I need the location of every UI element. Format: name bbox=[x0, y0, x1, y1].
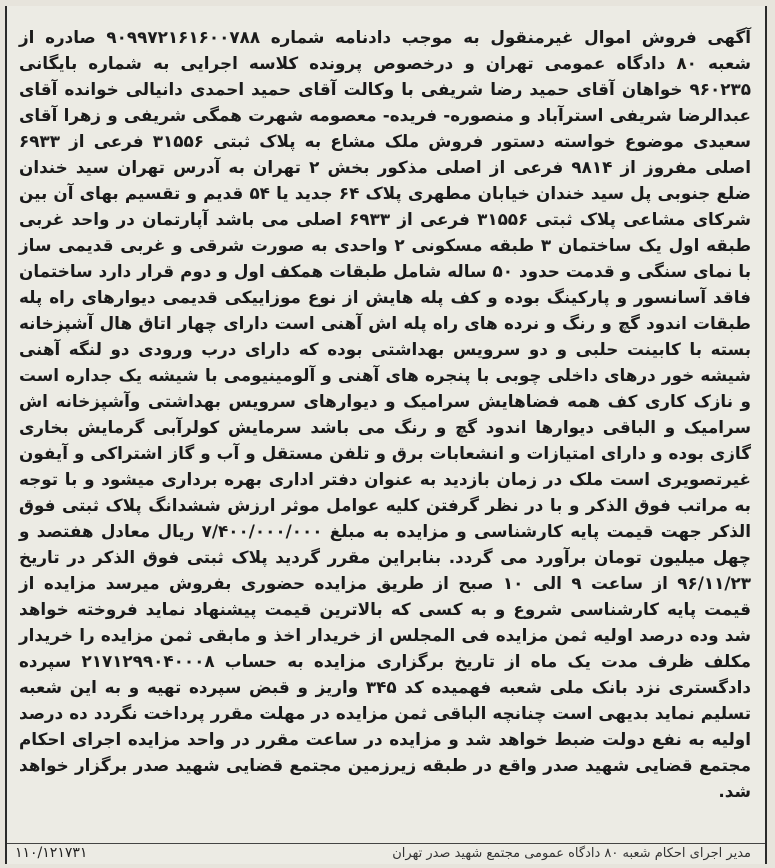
notice-footer bbox=[15, 842, 751, 864]
notice-body: آگهی فروش اموال غیرمنقول به موجب دادنامه شماره ۹۰۹۹۷۲۱۶۱۶۰۰۷۸۸ صادره از شعبه ۸۰ دادگاه عمومی تهران و درخصوص پرونده کلاسه اجرایی به شماره بایگانی ۹۶۰۲۳۵ خواهان آقای حمید رضا شریفی با وکالت آقای حمید احمدی دانیالی خوانده آقای عبدالرضا شریفی استرآباد و منصوره- فریده- معصومه شهرت همگی شریفی و زهرا آقای سعیدی موضوع خواسته دستور فروش ملک مشاع به پلاک ثبتی ۳۱۵۵۶ فرعی از ۶۹۳۳ اصلی مفروز از ۹۸۱۴ فرعی از اصلی مذکور بخش ۲ تهران به آدرس تهران سید خندان ضلع جنوبی پل سید خندان خیابان مطهری پلاک ۶۴ جدید یا ۵۴ قدیم و تقسیم بهای آن بین شرکای مشاعی پلاک ثبتی ۳۱۵۵۶ فرعی از ۶۹۳۳ اصلی می باشد آپارتمان در واحد غربی طبقه اول یک ساختمان ۳ طبقه مسکونی ۲ واحدی به صورت شرقی و غربی قدیمی ساز با نمای سنگی و قدمت حدود ۵۰ ساله شامل طبقات همکف اول و دوم قرار دارد ساختمان فاقد آسانسور و پارکینگ بوده و کف پله هایش از نوع موزاییکی قدیمی دیوارهای راه پله طبقات اندود گچ و رنگ و نرده های راه پله اش آهنی است دارای چهار اتاق هال آشپزخانه بسته با کابینت حلبی و دو سرویس بهداشتی بوده که دارای درب ورودی دو لنگه آهنی شیشه خور درهای داخلی چوبی با پنجره های آهنی و آلومینیومی با شیشه یک جداره است و نازک کاری کف همه فضاهایش سرامیک و دیوارهای سرویس بهداشتی وآشپزخانه اش سرامیک و الباقی دیوارها اندود گچ و رنگ می باشد سرمایش کولرآبی گرمایش بخاری گازی بوده و دارای امتیازات و انشعابات برق و تلفن مستقل و آب و گاز اشتراکی و آیفون غیرتصویری است ملک در زمان بازدید به عنوان دفتر اداری بهره برداری میشود و با توجه به مراتب فوق الذکر و با در نظر گرفتن کلیه عوامل موثر ارزش ششدانگ پلاک ثبتی فوق الذکر جهت قیمت پایه کارشناسی و مزایده به مبلغ ۷/۴۰۰/۰۰۰/۰۰۰ ریال معادل هفتصد و چهل میلیون تومان برآورد می گردد. بنابراین مقرر گردید پلاک ثبتی فوق الذکر در تاریخ ۹۶/۱۱/۲۳ از ساعت ۹ الی ۱۰ صبح از طریق مزایده حضوری بفروش میرسد مزایده از قیمت پایه کارشناسی شروع و به کسی که بالاترین قیمت پیشنهاد نماید فروخته خواهد شد وده درصد اولیه ثمن مزایده فی المجلس از خریدار اخذ و مابقی ثمن مزایده را خریدار مکلف ظرف مدت یک ماه از تاریخ برگزاری مزایده به حساب ۲۱۷۱۲۹۹۰۴۰۰۰۸ سپرده دادگستری نزد بانک ملی شعبه فهمیده کد ۳۴۵ واریز و قبض سپرده تهیه و به این شعبه تسلیم نماید بدیهی است چنانچه الباقی ثمن مزایده در مهلت مقرر پرداخت نگردد ده درصد اولیه به نفع دولت ضبط خواهد شد و مزایده در ساعت مقرر در واحد مزایده اجرای احکام مجتمع قضایی شهید صدر واقع در طبقه زیرزمین مجتمع قضایی شهید صدر برگزار خواهد شد. bbox=[19, 27, 752, 801]
notice-signature: مدیر اجرای احکام شعبه ۸۰ دادگاه عمومی مجتمع شهید صدر تهران bbox=[392, 845, 751, 861]
newspaper-notice bbox=[5, 6, 767, 864]
notice-code: ۱۱۰/۱۲۱۷۳۱ bbox=[15, 845, 88, 861]
